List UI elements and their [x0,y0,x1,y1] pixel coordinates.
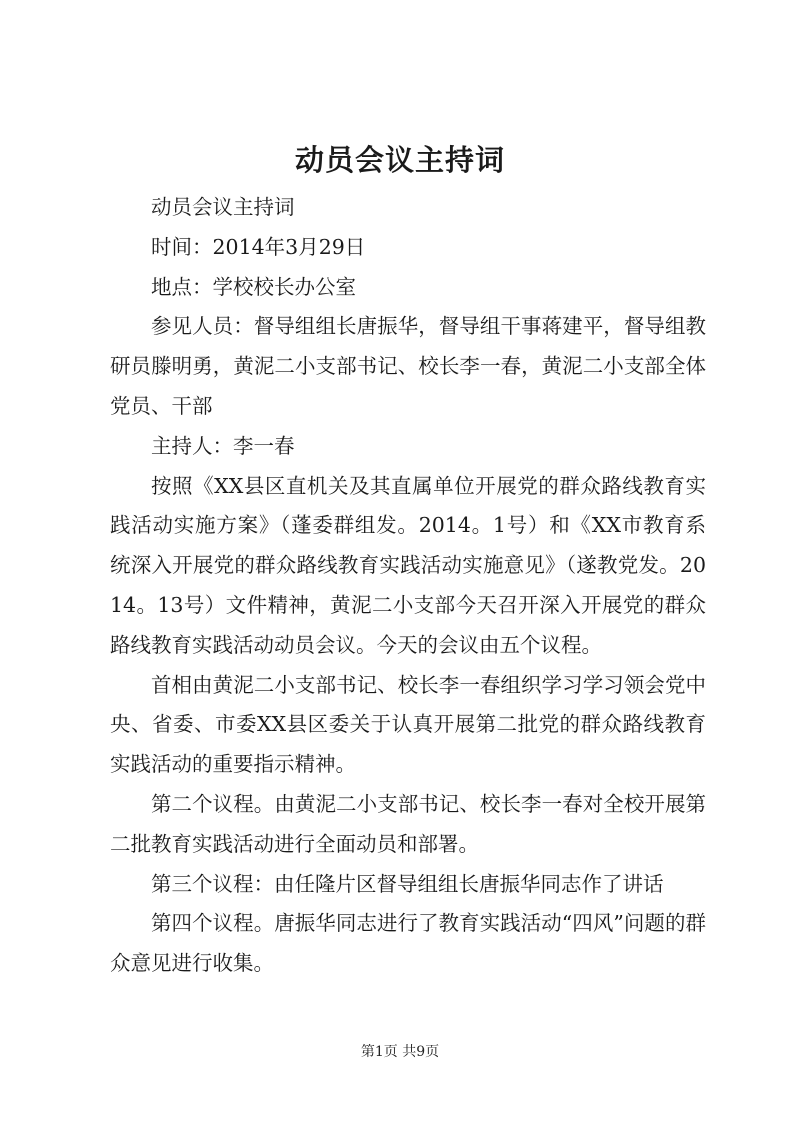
paragraph-agenda-1: 首相由黄泥二小支部书记、校长李一春组织学习学习领会党中央、省委、市委XX县区委关于认真开展第二批党的群众路线教育实践活动的重要指示精神。 [110,672,706,777]
paragraph-agenda-3: 第三个议程：由任隆片区督导组组长唐振华同志作了讲话 [151,871,664,896]
paragraph-agenda-2: 第二个议程。由黄泥二小支部书记、校长李一春对全校开展第二批教育实践活动进行全面动员和部署。 [110,791,706,856]
paragraph-agenda-4: 第四个议程。唐振华同志进行了教育实践活动“四风”问题的群众意见进行收集。 [110,911,706,976]
paragraph-heading: 动员会议主持词 [151,195,295,219]
paragraph-host: 主持人：李一春 [151,433,295,458]
paragraph-attendees: 参见人员：督导组组长唐振华，督导组干事蒋建平，督导组教研员滕明勇，黄泥二小支部书记、校长李一春，黄泥二小支部全体党员、干部 [110,314,706,418]
paragraph-location: 地点：学校校长办公室 [151,274,356,299]
document-body [110,188,706,984]
paragraph-time: 时间：2014年3月29日 [151,234,366,259]
document-title: 动员会议主持词 [294,143,505,177]
page-number: 第1页 共9页 [360,1044,440,1060]
paragraph-intro: 按照《XX县区直机关及其直属单位开展党的群众路线教育实践活动实施方案》（蓬委群组发。2014。1号）和《XX市教育系统深入开展党的群众路线教育实践活动实施意见》（遂教党发。2014。13号）文件精神，黄泥二小支部今天召开深入开展党的群众路线教育实践活动动员会议。今天的会议由五个议程。 [110,473,706,657]
